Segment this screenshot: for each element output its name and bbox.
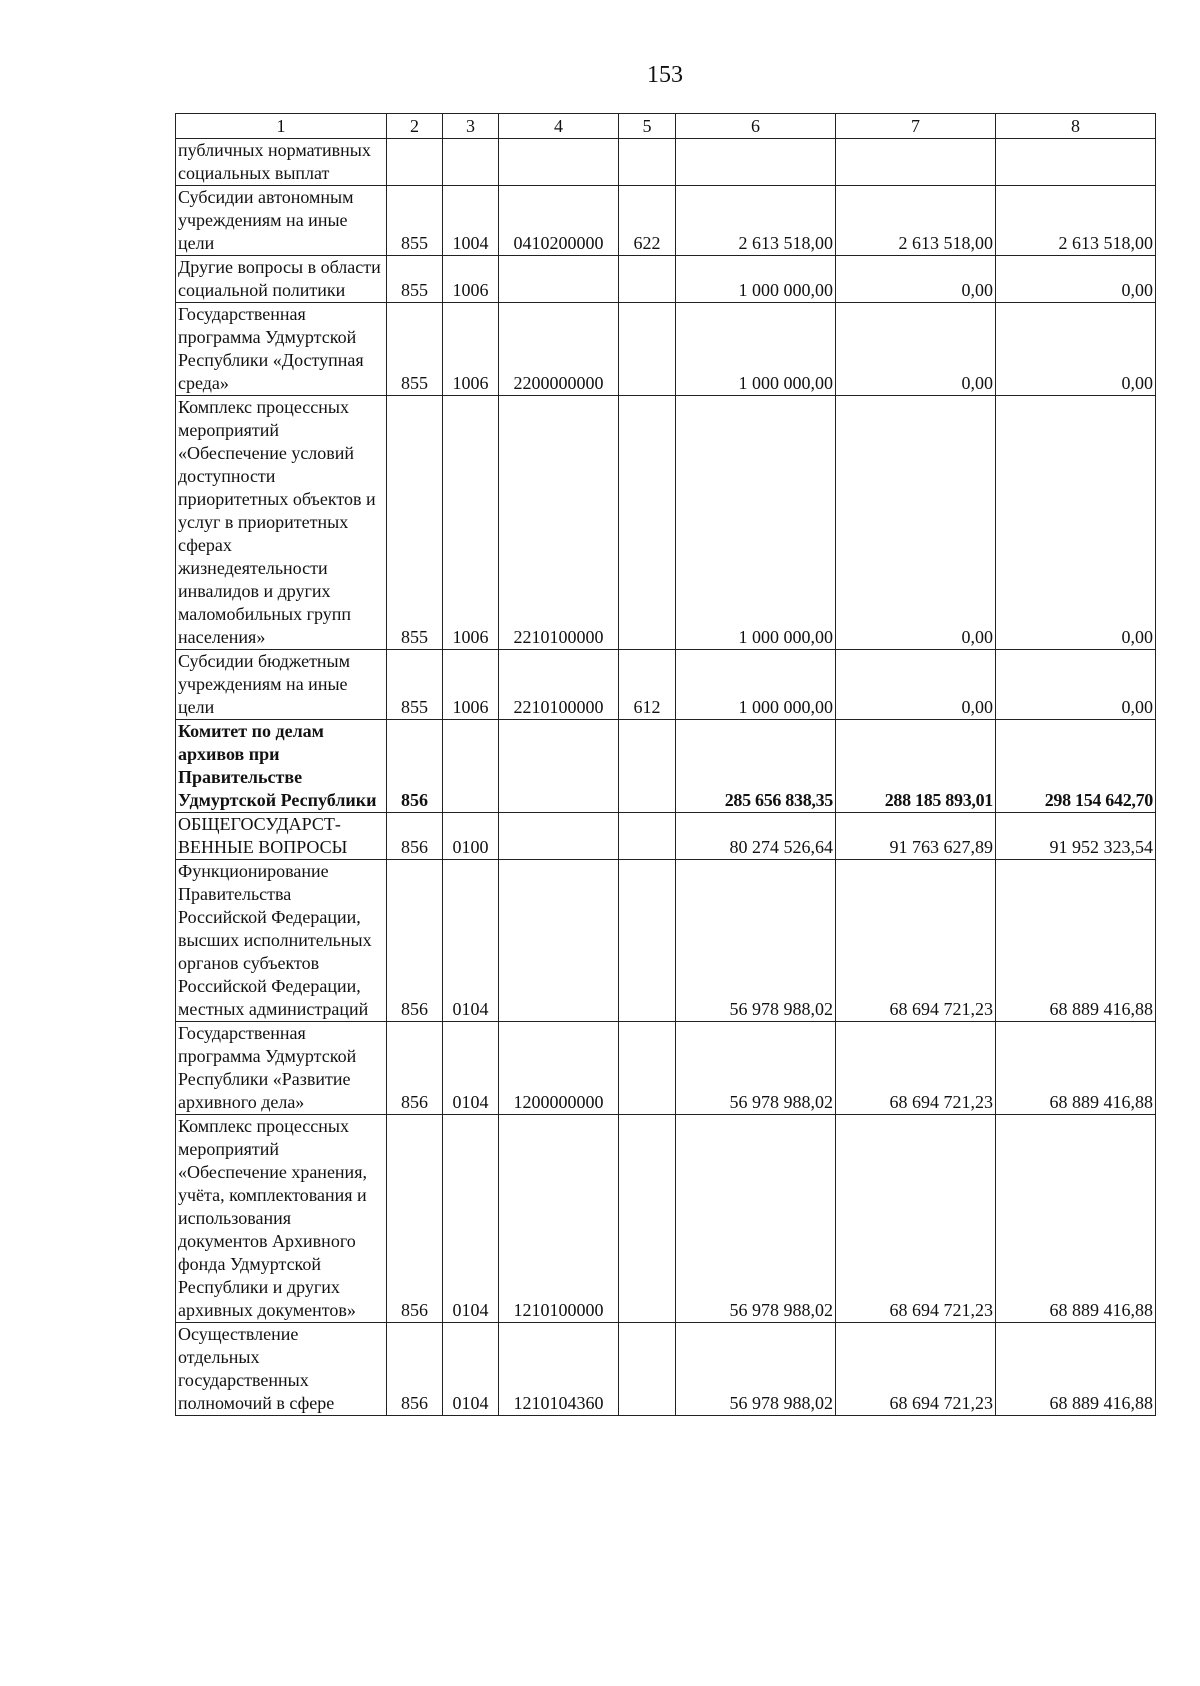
col-header: 6 [676, 114, 836, 139]
row-vr [619, 1022, 676, 1115]
row-year-2: 91 763 627,89 [836, 813, 996, 860]
col-header: 5 [619, 114, 676, 139]
budget-table [175, 113, 1156, 1416]
row-year-3: 91 952 323,54 [996, 813, 1156, 860]
row-year-3: 68 889 416,88 [996, 1022, 1156, 1115]
row-ved: 856 [387, 1022, 443, 1115]
row-rz: 0104 [443, 1022, 499, 1115]
row-year-2: 0,00 [836, 256, 996, 303]
row-ved [387, 139, 443, 186]
col-header: 2 [387, 114, 443, 139]
row-vr [619, 1115, 676, 1323]
table-row [176, 256, 1156, 303]
row-rz: 1006 [443, 650, 499, 720]
row-vr [619, 720, 676, 813]
table-row [176, 396, 1156, 650]
row-vr: 612 [619, 650, 676, 720]
row-name: Государственная программа Удмуртской Республики «Развитие архивного дела» [176, 1022, 387, 1115]
row-year-3: 0,00 [996, 303, 1156, 396]
row-ved: 855 [387, 303, 443, 396]
row-csr: 0410200000 [499, 186, 619, 256]
row-year-2: 68 694 721,23 [836, 1115, 996, 1323]
row-name: Субсидии бюджетным учреждениям на иные цели [176, 650, 387, 720]
col-header: 8 [996, 114, 1156, 139]
row-year-3: 2 613 518,00 [996, 186, 1156, 256]
row-rz: 1006 [443, 396, 499, 650]
row-vr [619, 256, 676, 303]
table-row [176, 1115, 1156, 1323]
row-csr [499, 720, 619, 813]
row-year-2: 68 694 721,23 [836, 1022, 996, 1115]
col-header: 1 [176, 114, 387, 139]
row-year-3 [996, 139, 1156, 186]
row-csr: 1200000000 [499, 1022, 619, 1115]
row-rz: 0104 [443, 1323, 499, 1416]
row-year-1: 56 978 988,02 [676, 1323, 836, 1416]
table-row [176, 720, 1156, 813]
table-row [176, 1022, 1156, 1115]
row-csr: 2200000000 [499, 303, 619, 396]
row-vr [619, 396, 676, 650]
row-rz: 1006 [443, 256, 499, 303]
row-year-3: 0,00 [996, 396, 1156, 650]
row-year-2: 2 613 518,00 [836, 186, 996, 256]
row-year-3: 68 889 416,88 [996, 860, 1156, 1022]
row-year-1: 285 656 838,35 [676, 720, 836, 813]
page-number: 153 [647, 62, 683, 88]
row-year-2: 0,00 [836, 303, 996, 396]
row-name: Осуществление отдельных государственных полномочий в сфере [176, 1323, 387, 1416]
row-name: публичных нормативных социальных выплат [176, 139, 387, 186]
row-name: Комплекс процессных мероприятий «Обеспечение хранения, учёта, комплектования и использования документов Архивного фонда Удмуртской Республики и других архивных документов» [176, 1115, 387, 1323]
row-name: Субсидии автономным учреждениям на иные цели [176, 186, 387, 256]
row-csr [499, 813, 619, 860]
row-csr [499, 139, 619, 186]
row-vr [619, 139, 676, 186]
row-year-1 [676, 139, 836, 186]
row-ved: 855 [387, 256, 443, 303]
row-name: Комплекс процессных мероприятий «Обеспечение условий доступности приоритетных объектов и услуг в приоритетных сферах жизнедеятельности инвалидов и других маломобильных групп населения» [176, 396, 387, 650]
row-year-1: 56 978 988,02 [676, 1115, 836, 1323]
table-row [176, 860, 1156, 1022]
row-vr [619, 860, 676, 1022]
row-ved: 855 [387, 650, 443, 720]
row-name: Функционирование Правительства Российской Федерации, высших исполнительных органов субъектов Российской Федерации, местных администраций [176, 860, 387, 1022]
col-header: 4 [499, 114, 619, 139]
row-vr: 622 [619, 186, 676, 256]
row-year-2: 68 694 721,23 [836, 860, 996, 1022]
row-year-1: 1 000 000,00 [676, 303, 836, 396]
table-row [176, 186, 1156, 256]
row-year-1: 1 000 000,00 [676, 256, 836, 303]
row-year-1: 1 000 000,00 [676, 650, 836, 720]
row-year-1: 80 274 526,64 [676, 813, 836, 860]
row-rz: 1006 [443, 303, 499, 396]
row-csr: 1210100000 [499, 1115, 619, 1323]
table-row [176, 303, 1156, 396]
row-year-3: 298 154 642,70 [996, 720, 1156, 813]
row-rz [443, 720, 499, 813]
row-rz: 1004 [443, 186, 499, 256]
row-name: Другие вопросы в области социальной политики [176, 256, 387, 303]
row-rz: 0104 [443, 860, 499, 1022]
row-ved: 856 [387, 1323, 443, 1416]
row-year-3: 0,00 [996, 650, 1156, 720]
row-ved: 855 [387, 186, 443, 256]
row-vr [619, 303, 676, 396]
row-ved: 856 [387, 1115, 443, 1323]
row-year-2: 68 694 721,23 [836, 1323, 996, 1416]
row-name: ОБЩЕГОСУДАРСТ-ВЕННЫЕ ВОПРОСЫ [176, 813, 387, 860]
row-vr [619, 1323, 676, 1416]
header-row [176, 114, 1156, 139]
row-rz: 0104 [443, 1115, 499, 1323]
row-year-3: 68 889 416,88 [996, 1115, 1156, 1323]
row-rz [443, 139, 499, 186]
row-year-3: 0,00 [996, 256, 1156, 303]
row-vr [619, 813, 676, 860]
row-year-1: 56 978 988,02 [676, 1022, 836, 1115]
row-name: Государственная программа Удмуртской Республики «Доступная среда» [176, 303, 387, 396]
row-csr: 1210104360 [499, 1323, 619, 1416]
table-row [176, 813, 1156, 860]
col-header: 3 [443, 114, 499, 139]
row-year-2: 288 185 893,01 [836, 720, 996, 813]
row-ved: 856 [387, 720, 443, 813]
row-year-3: 68 889 416,88 [996, 1323, 1156, 1416]
row-year-2: 0,00 [836, 396, 996, 650]
row-ved: 856 [387, 813, 443, 860]
row-ved: 855 [387, 396, 443, 650]
row-name: Комитет по делам архивов при Правительстве Удмуртской Республики [176, 720, 387, 813]
row-year-1: 2 613 518,00 [676, 186, 836, 256]
table-row [176, 650, 1156, 720]
row-year-1: 1 000 000,00 [676, 396, 836, 650]
row-year-2: 0,00 [836, 650, 996, 720]
row-year-2 [836, 139, 996, 186]
row-csr [499, 860, 619, 1022]
row-ved: 856 [387, 860, 443, 1022]
table-row [176, 1323, 1156, 1416]
row-rz: 0100 [443, 813, 499, 860]
row-year-1: 56 978 988,02 [676, 860, 836, 1022]
row-csr: 2210100000 [499, 396, 619, 650]
table-row [176, 139, 1156, 186]
row-csr [499, 256, 619, 303]
col-header: 7 [836, 114, 996, 139]
row-csr: 2210100000 [499, 650, 619, 720]
